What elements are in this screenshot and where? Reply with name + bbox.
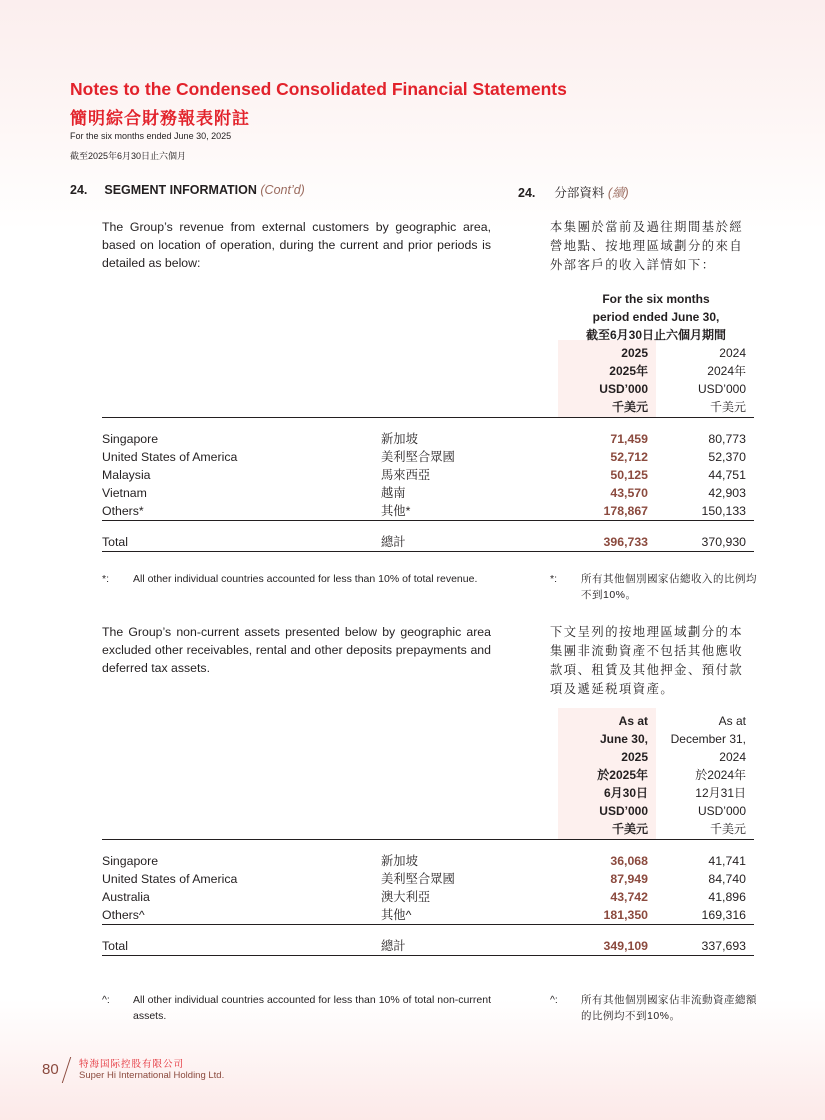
- row-country-en: United States of America: [102, 450, 238, 464]
- assets-col-2025-line6: USD’000: [599, 804, 648, 818]
- assets-footnote-mark: ^:: [102, 994, 110, 1006]
- period-cn: 截至2025年6月30日止六個月: [70, 151, 187, 161]
- table-row: [102, 502, 754, 520]
- page-title-cn: 簡明綜合財務報表附註: [70, 109, 250, 128]
- section-number: 24.: [70, 183, 88, 197]
- revenue-footnote-mark-cn: *:: [550, 573, 558, 585]
- row-country-en: Vietnam: [102, 486, 147, 500]
- row-value-2025: 71,459: [610, 432, 648, 446]
- assets-footnote-cn: 所有其他個別國家佔非流動資產總額的比例均不到10%。: [581, 994, 757, 1022]
- revenue-footnote-cn: 所有其他個別國家佔總收入的比例均不到10%。: [581, 573, 757, 601]
- revenue-intro-en: The Group’s revenue from external customers by geographic area, based on location of operation, during the current and prior periods is detailed as below:: [102, 220, 491, 270]
- row-country-cn: 美利堅合眾國: [381, 450, 455, 464]
- row-value-2025: 52,712: [610, 450, 648, 464]
- assets-col-2024-line5: 12月31日: [695, 786, 746, 800]
- company-name-cn: 特海国际控股有限公司: [79, 1059, 185, 1070]
- assets-col-2024-line1: As at: [718, 714, 746, 728]
- table-total-row: [102, 937, 754, 955]
- assets-col-2025-line1: As at: [618, 714, 648, 728]
- section-contd: (Cont’d): [260, 183, 305, 197]
- revenue-footnote-en: All other individual countries accounted for less than 10% of total revenue.: [133, 573, 478, 585]
- section-title: SEGMENT INFORMATION: [104, 183, 257, 197]
- row-value-2024: 52,370: [708, 450, 746, 464]
- row-country-en: United States of America: [102, 872, 238, 886]
- row-value-2025: 43,742: [610, 890, 648, 904]
- assets-subtotal-rule: [102, 924, 754, 925]
- assets-col-2024-line3: 2024: [719, 750, 746, 764]
- page-title-en: Notes to the Condensed Consolidated Financial Statements: [70, 79, 567, 99]
- row-country-cn: 越南: [381, 486, 406, 500]
- total-label-en: Total: [102, 535, 128, 549]
- row-country-en: Australia: [102, 890, 150, 904]
- revenue-subtotal-rule: [102, 520, 754, 521]
- section-title-cn: 分部資料: [554, 186, 605, 200]
- row-value-2025: 87,949: [610, 872, 648, 886]
- revenue-col-2024-unit: USD’000: [697, 382, 746, 396]
- table-row: [102, 906, 754, 924]
- table-row: [102, 852, 754, 870]
- section-contd-cn: (續): [607, 186, 629, 200]
- row-value-2025: 181,350: [603, 908, 648, 922]
- revenue-col-2024-unit-cn: 千美元: [709, 400, 746, 414]
- revenue-period-head-2: period ended June 30,: [592, 310, 720, 324]
- row-country-en: Singapore: [102, 854, 159, 868]
- total-value-2025: 349,109: [603, 939, 648, 953]
- row-value-2024: 84,740: [708, 872, 746, 886]
- total-label-cn: 總計: [381, 939, 406, 953]
- company-name-en: Super Hi International Holding Ltd.: [79, 1070, 225, 1081]
- revenue-header-rule: [102, 417, 754, 418]
- assets-col-2024-line2: December 31,: [670, 732, 746, 746]
- row-country-en: Others*: [102, 504, 144, 518]
- row-value-2024: 41,741: [708, 854, 746, 868]
- revenue-col-2024-year: 2024: [719, 346, 746, 360]
- assets-total-rule: [102, 955, 754, 956]
- revenue-footnote-mark: *:: [102, 573, 110, 585]
- assets-header-rule: [102, 839, 754, 840]
- assets-col-2025-line4: 於2025年: [597, 768, 648, 782]
- table-row: [102, 430, 754, 448]
- assets-col-2025-line3: 2025: [621, 750, 648, 764]
- row-value-2025: 178,867: [603, 504, 648, 518]
- row-country-en: Others^: [102, 908, 145, 922]
- total-label-cn: 總計: [381, 535, 406, 549]
- table-row: [102, 888, 754, 906]
- row-value-2024: 150,133: [701, 504, 746, 518]
- row-country-cn: 新加坡: [381, 432, 418, 446]
- assets-footnote-en: All other individual countries accounted for less than 10% of total non-current assets.: [133, 994, 491, 1022]
- period-en: For the six months ended June 30, 2025: [70, 131, 232, 141]
- assets-col-2024-line7: 千美元: [709, 822, 746, 836]
- assets-col-2025-line2: June 30,: [599, 732, 648, 746]
- total-value-2024: 370,930: [701, 535, 746, 549]
- table-row: [102, 448, 754, 466]
- table-row: [102, 484, 754, 502]
- row-value-2025: 43,570: [610, 486, 648, 500]
- assets-footnote-mark-cn: ^:: [550, 994, 558, 1006]
- row-value-2024: 44,751: [708, 468, 746, 482]
- row-country-cn: 澳大利亞: [381, 890, 431, 904]
- assets-col-2024-line4: 於2024年: [695, 768, 746, 782]
- row-country-cn: 馬來西亞: [381, 468, 431, 482]
- table-row: [102, 466, 754, 484]
- revenue-col-2024-year-cn: 2024年: [707, 364, 746, 378]
- section-number-cn: 24.: [518, 186, 536, 200]
- row-country-cn: 其他^: [381, 908, 412, 922]
- row-value-2024: 169,316: [701, 908, 746, 922]
- section-heading-cn: [518, 183, 629, 201]
- row-country-en: Singapore: [102, 432, 159, 446]
- row-value-2024: 80,773: [708, 432, 746, 446]
- assets-col-2024-line6: USD’000: [697, 804, 746, 818]
- table-total-row: [102, 533, 754, 551]
- page-number: 80: [42, 1061, 59, 1078]
- total-value-2025: 396,733: [603, 535, 648, 549]
- assets-intro-en: The Group’s non-current assets presented below by geographic area excluded other receivables, rental and other deposits prepayments and deferred tax assets.: [102, 625, 491, 675]
- revenue-period-head-1: For the six months: [602, 292, 710, 306]
- revenue-total-rule: [102, 551, 754, 552]
- revenue-period-head-3: 截至6月30日止六個月期間: [585, 328, 727, 342]
- assets-col-2025-line7: 千美元: [611, 822, 648, 836]
- section-heading-en: [70, 183, 305, 197]
- assets-col-2025-line5: 6月30日: [603, 786, 648, 800]
- row-country-cn: 其他*: [381, 504, 411, 518]
- revenue-col-2025-unit: USD’000: [599, 382, 648, 396]
- row-value-2025: 36,068: [610, 854, 648, 868]
- revenue-intro-cn: 本集團於當前及過往期間基於經營地點、按地理區域劃分的來自外部客戶的收入詳情如下：: [550, 220, 744, 272]
- row-country-cn: 美利堅合眾國: [381, 872, 455, 886]
- row-country-cn: 新加坡: [381, 854, 418, 868]
- row-value-2024: 42,903: [708, 486, 746, 500]
- revenue-col-2025-year: 2025: [621, 346, 648, 360]
- table-row: [102, 870, 754, 888]
- revenue-col-2025-year-cn: 2025年: [609, 364, 648, 378]
- assets-intro-cn: 下文呈列的按地理區域劃分的本集團非流動資產不包括其他應收款項、租賃及其他押金、預付款項及遞延税項資產。: [550, 625, 744, 696]
- total-label-en: Total: [102, 939, 128, 953]
- revenue-col-2025-unit-cn: 千美元: [611, 400, 648, 414]
- row-value-2025: 50,125: [610, 468, 648, 482]
- total-value-2024: 337,693: [701, 939, 746, 953]
- row-country-en: Malaysia: [102, 468, 151, 482]
- row-value-2024: 41,896: [708, 890, 746, 904]
